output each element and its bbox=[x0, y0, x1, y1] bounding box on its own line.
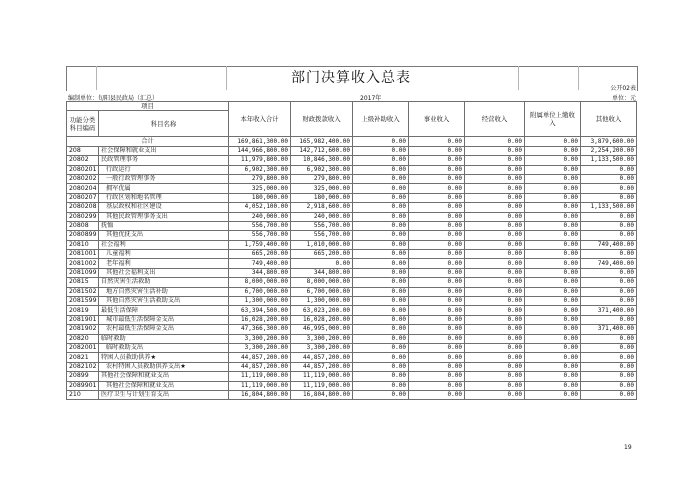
amount-cell: 0.00 bbox=[525, 231, 581, 240]
subject-name-cell: 其他社会福利支出 bbox=[99, 268, 229, 277]
amount-cell: 0.00 bbox=[291, 259, 353, 268]
amount-cell: 1,133,500.00 bbox=[581, 203, 637, 212]
amount-cell: 0.00 bbox=[525, 146, 581, 155]
amount-cell: 1,133,500.00 bbox=[581, 156, 637, 165]
revenue-table bbox=[66, 101, 637, 400]
table-row bbox=[67, 353, 637, 362]
amount-cell: 6,700,000.00 bbox=[229, 287, 291, 296]
total-label: 合计 bbox=[67, 137, 229, 146]
subject-code-cell: 20821 bbox=[67, 353, 99, 362]
amount-cell: 0.00 bbox=[581, 297, 637, 306]
amount-cell: 2,918,600.00 bbox=[291, 203, 353, 212]
amount-cell: 0.00 bbox=[353, 184, 409, 193]
table-row bbox=[67, 325, 637, 334]
header-business-revenue: 事业收入 bbox=[409, 102, 465, 137]
amount-cell: 0.00 bbox=[465, 306, 525, 315]
amount-cell: 0.00 bbox=[525, 353, 581, 362]
form-number: 公开02表 bbox=[610, 85, 636, 92]
table-row bbox=[67, 297, 637, 306]
page-number: 19 bbox=[624, 444, 632, 451]
amount-cell: 749,400.00 bbox=[229, 259, 291, 268]
subject-code-cell: 2080208 bbox=[67, 203, 99, 212]
amount-cell: 0.00 bbox=[409, 203, 465, 212]
amount-cell: 0.00 bbox=[353, 156, 409, 165]
amount-cell: 0.00 bbox=[581, 372, 637, 381]
amount-cell: 0.00 bbox=[581, 334, 637, 343]
amount-cell: 556,700.00 bbox=[229, 221, 291, 230]
amount-cell: 3,300,200.00 bbox=[229, 343, 291, 352]
amount-cell: 0.00 bbox=[409, 268, 465, 277]
subject-code-cell: 2081902 bbox=[67, 325, 99, 334]
amount-cell: 0.00 bbox=[465, 146, 525, 155]
subject-code-cell: 20815 bbox=[67, 278, 99, 287]
amount-cell: 0.00 bbox=[465, 156, 525, 165]
amount-cell: 0.00 bbox=[409, 278, 465, 287]
subject-name-cell: 拥军优属 bbox=[99, 184, 229, 193]
amount-cell: 8,000,000.00 bbox=[291, 278, 353, 287]
amount-cell: 0.00 bbox=[525, 221, 581, 230]
amount-cell: 0.00 bbox=[465, 240, 525, 249]
amount-cell: 0.00 bbox=[353, 306, 409, 315]
amount-cell: 371,400.00 bbox=[581, 306, 637, 315]
amount-cell: 0.00 bbox=[581, 287, 637, 296]
amount-cell: 0.00 bbox=[409, 297, 465, 306]
amount-cell: 0.00 bbox=[525, 343, 581, 352]
subject-name-cell: 农村最低生活保障金支出 bbox=[99, 325, 229, 334]
subject-name-cell: 自然灾害生活救助 bbox=[99, 278, 229, 287]
amount-cell: 279,800.00 bbox=[229, 174, 291, 183]
subject-name-cell: 社会福利 bbox=[99, 240, 229, 249]
amount-cell: 0.00 bbox=[353, 278, 409, 287]
subject-name-cell: 基层政权和社区建设 bbox=[99, 203, 229, 212]
subject-code-cell: 2081099 bbox=[67, 268, 99, 277]
amount-cell: 0.00 bbox=[581, 193, 637, 202]
amount-cell: 0.00 bbox=[581, 174, 637, 183]
amount-cell: 0.00 bbox=[581, 231, 637, 240]
amount-cell: 0.00 bbox=[353, 231, 409, 240]
amount-cell: 325,000.00 bbox=[229, 184, 291, 193]
amount-cell: 0.00 bbox=[353, 390, 409, 399]
table-row bbox=[67, 174, 637, 183]
amount-cell: 0.00 bbox=[525, 240, 581, 249]
amount-cell: 371,400.00 bbox=[581, 325, 637, 334]
amount-cell: 0.00 bbox=[409, 325, 465, 334]
amount-cell: 0.00 bbox=[581, 250, 637, 259]
amount-cell: 0.00 bbox=[353, 315, 409, 324]
amount-cell: 749,400.00 bbox=[581, 259, 637, 268]
amount-cell: 0.00 bbox=[581, 278, 637, 287]
subject-code-cell: 2081502 bbox=[67, 287, 99, 296]
subject-code-cell: 20899 bbox=[67, 372, 99, 381]
amount-cell: 0.00 bbox=[465, 325, 525, 334]
amount-cell: 0.00 bbox=[525, 362, 581, 371]
amount-cell: 0.00 bbox=[409, 259, 465, 268]
table-row bbox=[67, 390, 637, 399]
table-row bbox=[67, 315, 637, 324]
amount-cell: 0.00 bbox=[525, 334, 581, 343]
table-row bbox=[67, 184, 637, 193]
table-row bbox=[67, 381, 637, 390]
amount-cell: 0.00 bbox=[465, 278, 525, 287]
table-row bbox=[67, 146, 637, 155]
amount-cell: 0.00 bbox=[409, 334, 465, 343]
amount-cell: 0.00 bbox=[525, 203, 581, 212]
currency-unit: 单位：元 bbox=[611, 95, 636, 102]
amount-cell: 44,857,200.00 bbox=[229, 362, 291, 371]
subject-code-cell: 2080299 bbox=[67, 212, 99, 221]
amount-cell: 47,366,300.00 bbox=[229, 325, 291, 334]
subject-name-cell: 其他自然灾害生活救助支出 bbox=[99, 297, 229, 306]
subject-name-cell: 最低生活保障 bbox=[99, 306, 229, 315]
header-operating-revenue: 经营收入 bbox=[465, 102, 525, 137]
subject-code-cell: 208 bbox=[67, 146, 99, 155]
amount-cell: 3,300,200.00 bbox=[229, 334, 291, 343]
header-superior-subsidy: 上级补助收入 bbox=[353, 102, 409, 137]
amount-cell: 556,700.00 bbox=[291, 221, 353, 230]
amount-cell: 0.00 bbox=[465, 353, 525, 362]
subject-name-cell: 农村特困人员救助供养支出★ bbox=[99, 362, 229, 371]
total-row bbox=[67, 137, 637, 146]
total-cell: 165,982,400.00 bbox=[291, 137, 353, 146]
table-row bbox=[67, 156, 637, 165]
header-fiscal-allocation: 财政拨款收入 bbox=[291, 102, 353, 137]
amount-cell: 0.00 bbox=[353, 174, 409, 183]
amount-cell: 344,800.00 bbox=[291, 268, 353, 277]
table-row bbox=[67, 231, 637, 240]
amount-cell: 0.00 bbox=[525, 287, 581, 296]
amount-cell: 0.00 bbox=[465, 390, 525, 399]
amount-cell: 0.00 bbox=[353, 212, 409, 221]
amount-cell: 0.00 bbox=[465, 174, 525, 183]
amount-cell: 63,023,200.00 bbox=[291, 306, 353, 315]
table-row bbox=[67, 306, 637, 315]
amount-cell: 0.00 bbox=[409, 231, 465, 240]
table-row bbox=[67, 268, 637, 277]
table-row bbox=[67, 250, 637, 259]
table-row bbox=[67, 362, 637, 371]
amount-cell: 0.00 bbox=[465, 184, 525, 193]
amount-cell: 180,000.00 bbox=[291, 193, 353, 202]
amount-cell: 240,000.00 bbox=[291, 212, 353, 221]
amount-cell: 0.00 bbox=[525, 259, 581, 268]
amount-cell: 16,804,800.00 bbox=[291, 390, 353, 399]
header-function-code: 功能分类科目编码 bbox=[67, 111, 99, 137]
amount-cell: 0.00 bbox=[581, 268, 637, 277]
amount-cell: 0.00 bbox=[353, 203, 409, 212]
subject-code-cell: 2082102 bbox=[67, 362, 99, 371]
amount-cell: 0.00 bbox=[525, 156, 581, 165]
amount-cell: 0.00 bbox=[409, 250, 465, 259]
amount-cell: 0.00 bbox=[409, 287, 465, 296]
table-row bbox=[67, 193, 637, 202]
amount-cell: 0.00 bbox=[409, 390, 465, 399]
amount-cell: 0.00 bbox=[353, 343, 409, 352]
table-row bbox=[67, 343, 637, 352]
amount-cell: 0.00 bbox=[465, 221, 525, 230]
amount-cell: 11,979,800.00 bbox=[229, 156, 291, 165]
amount-cell: 0.00 bbox=[409, 306, 465, 315]
amount-cell: 0.00 bbox=[409, 156, 465, 165]
amount-cell: 0.00 bbox=[465, 231, 525, 240]
amount-cell: 0.00 bbox=[353, 221, 409, 230]
amount-cell: 1,300,000.00 bbox=[291, 297, 353, 306]
amount-cell: 0.00 bbox=[465, 372, 525, 381]
subject-name-cell: 老年福利 bbox=[99, 259, 229, 268]
total-cell: 0.00 bbox=[353, 137, 409, 146]
table-row bbox=[67, 334, 637, 343]
subject-name-cell: 医疗卫生与计划生育支出 bbox=[99, 390, 229, 399]
amount-cell: 0.00 bbox=[409, 372, 465, 381]
amount-cell: 0.00 bbox=[353, 381, 409, 390]
subject-name-cell: 临时救助 bbox=[99, 334, 229, 343]
subject-code-cell: 2081599 bbox=[67, 297, 99, 306]
subject-name-cell: 其他优抚支出 bbox=[99, 231, 229, 240]
amount-cell: 0.00 bbox=[465, 259, 525, 268]
amount-cell: 0.00 bbox=[409, 174, 465, 183]
amount-cell: 16,028,200.00 bbox=[291, 315, 353, 324]
amount-cell: 240,000.00 bbox=[229, 212, 291, 221]
header-subject-name: 科目名称 bbox=[99, 111, 229, 137]
subject-code-cell: 20802 bbox=[67, 156, 99, 165]
amount-cell: 0.00 bbox=[409, 146, 465, 155]
subject-name-cell: 临时救助支出 bbox=[99, 343, 229, 352]
subject-name-cell: 儿童福利 bbox=[99, 250, 229, 259]
amount-cell: 10,846,300.00 bbox=[291, 156, 353, 165]
table-row bbox=[67, 278, 637, 287]
subject-name-cell: 一般行政管理事务 bbox=[99, 174, 229, 183]
amount-cell: 0.00 bbox=[525, 174, 581, 183]
amount-cell: 63,394,500.00 bbox=[229, 306, 291, 315]
table-row bbox=[67, 287, 637, 296]
amount-cell: 0.00 bbox=[465, 362, 525, 371]
amount-cell: 0.00 bbox=[353, 193, 409, 202]
report-year: 2017年 bbox=[360, 95, 382, 102]
amount-cell: 0.00 bbox=[353, 325, 409, 334]
amount-cell: 0.00 bbox=[353, 165, 409, 174]
amount-cell: 180,000.00 bbox=[229, 193, 291, 202]
amount-cell: 0.00 bbox=[581, 362, 637, 371]
header-affiliated-revenue: 附属单位上缴收入 bbox=[525, 102, 581, 137]
subject-code-cell: 20808 bbox=[67, 221, 99, 230]
subject-code-cell: 2081901 bbox=[67, 315, 99, 324]
total-cell: 3,879,600.00 bbox=[581, 137, 637, 146]
table-row bbox=[67, 372, 637, 381]
amount-cell: 0.00 bbox=[525, 297, 581, 306]
amount-cell: 11,119,000.00 bbox=[291, 372, 353, 381]
subject-code-cell: 2081001 bbox=[67, 250, 99, 259]
subject-code-cell: 2080899 bbox=[67, 231, 99, 240]
amount-cell: 0.00 bbox=[409, 315, 465, 324]
amount-cell: 749,400.00 bbox=[581, 240, 637, 249]
amount-cell: 0.00 bbox=[525, 278, 581, 287]
amount-cell: 325,000.00 bbox=[291, 184, 353, 193]
subject-name-cell: 社会保障和就业支出 bbox=[99, 146, 229, 155]
amount-cell: 0.00 bbox=[465, 315, 525, 324]
amount-cell: 16,804,800.00 bbox=[229, 390, 291, 399]
amount-cell: 1,759,400.00 bbox=[229, 240, 291, 249]
amount-cell: 0.00 bbox=[581, 353, 637, 362]
table-row bbox=[67, 221, 637, 230]
amount-cell: 0.00 bbox=[525, 212, 581, 221]
subject-name-cell: 地方自然灾害生活补助 bbox=[99, 287, 229, 296]
amount-cell: 0.00 bbox=[525, 268, 581, 277]
amount-cell: 1,300,000.00 bbox=[229, 297, 291, 306]
amount-cell: 0.00 bbox=[409, 165, 465, 174]
amount-cell: 0.00 bbox=[465, 297, 525, 306]
subject-code-cell: 2080207 bbox=[67, 193, 99, 202]
amount-cell: 11,119,000.00 bbox=[291, 381, 353, 390]
amount-cell: 3,300,200.00 bbox=[291, 334, 353, 343]
table-row bbox=[67, 212, 637, 221]
amount-cell: 6,700,000.00 bbox=[291, 287, 353, 296]
amount-cell: 0.00 bbox=[353, 259, 409, 268]
subject-name-cell: 抚恤 bbox=[99, 221, 229, 230]
amount-cell: 0.00 bbox=[465, 212, 525, 221]
amount-cell: 11,119,000.00 bbox=[229, 381, 291, 390]
amount-cell: 0.00 bbox=[465, 287, 525, 296]
subject-code-cell: 2082001 bbox=[67, 343, 99, 352]
amount-cell: 0.00 bbox=[525, 381, 581, 390]
amount-cell: 0.00 bbox=[525, 306, 581, 315]
amount-cell: 0.00 bbox=[353, 334, 409, 343]
amount-cell: 4,052,100.00 bbox=[229, 203, 291, 212]
amount-cell: 0.00 bbox=[409, 184, 465, 193]
amount-cell: 0.00 bbox=[525, 250, 581, 259]
subject-code-cell: 20810 bbox=[67, 240, 99, 249]
amount-cell: 279,800.00 bbox=[291, 174, 353, 183]
subject-code-cell: 2081002 bbox=[67, 259, 99, 268]
amount-cell: 0.00 bbox=[465, 334, 525, 343]
amount-cell: 0.00 bbox=[409, 343, 465, 352]
amount-cell: 0.00 bbox=[409, 353, 465, 362]
total-cell: 0.00 bbox=[409, 137, 465, 146]
amount-cell: 0.00 bbox=[353, 240, 409, 249]
amount-cell: 44,857,200.00 bbox=[291, 353, 353, 362]
amount-cell: 0.00 bbox=[525, 165, 581, 174]
amount-cell: 0.00 bbox=[409, 193, 465, 202]
subject-name-cell: 行政区划和地名管理 bbox=[99, 193, 229, 202]
amount-cell: 0.00 bbox=[353, 287, 409, 296]
table-row bbox=[67, 165, 637, 174]
amount-cell: 0.00 bbox=[525, 184, 581, 193]
amount-cell: 0.00 bbox=[581, 381, 637, 390]
amount-cell: 0.00 bbox=[353, 353, 409, 362]
amount-cell: 0.00 bbox=[581, 212, 637, 221]
subject-code-cell: 20819 bbox=[67, 306, 99, 315]
subject-code-cell: 20820 bbox=[67, 334, 99, 343]
amount-cell: 0.00 bbox=[525, 390, 581, 399]
amount-cell: 556,700.00 bbox=[229, 231, 291, 240]
amount-cell: 0.00 bbox=[353, 268, 409, 277]
subject-name-cell: 特困人员救助供养★ bbox=[99, 353, 229, 362]
amount-cell: 1,010,000.00 bbox=[291, 240, 353, 249]
subject-code-cell: 2089901 bbox=[67, 381, 99, 390]
amount-cell: 46,995,000.00 bbox=[291, 325, 353, 334]
amount-cell: 0.00 bbox=[581, 343, 637, 352]
revenue-table-body bbox=[67, 137, 637, 400]
amount-cell: 16,028,200.00 bbox=[229, 315, 291, 324]
organization-name: 旬阳县民政局（汇总） bbox=[98, 95, 159, 102]
table-row bbox=[67, 259, 637, 268]
total-cell: 169,861,300.00 bbox=[229, 137, 291, 146]
amount-cell: 344,800.00 bbox=[229, 268, 291, 277]
report-title: 部门决算收入总表 bbox=[291, 70, 411, 86]
amount-cell: 0.00 bbox=[581, 221, 637, 230]
header-item: 项目 bbox=[67, 102, 229, 111]
subject-code-cell: 2080201 bbox=[67, 165, 99, 174]
subject-name-cell: 其他社会保障和就业支出 bbox=[99, 381, 229, 390]
amount-cell: 0.00 bbox=[465, 381, 525, 390]
amount-cell: 0.00 bbox=[581, 184, 637, 193]
amount-cell: 3,300,200.00 bbox=[291, 343, 353, 352]
subject-name-cell: 民政管理事务 bbox=[99, 156, 229, 165]
amount-cell: 0.00 bbox=[465, 193, 525, 202]
amount-cell: 0.00 bbox=[409, 362, 465, 371]
amount-cell: 0.00 bbox=[581, 390, 637, 399]
amount-cell: 0.00 bbox=[465, 343, 525, 352]
amount-cell: 0.00 bbox=[353, 146, 409, 155]
amount-cell: 0.00 bbox=[353, 372, 409, 381]
organization-label: 编制单位： bbox=[68, 95, 99, 102]
amount-cell: 0.00 bbox=[581, 165, 637, 174]
amount-cell: 0.00 bbox=[353, 362, 409, 371]
amount-cell: 44,857,200.00 bbox=[291, 362, 353, 371]
amount-cell: 0.00 bbox=[409, 240, 465, 249]
subject-name-cell: 行政运行 bbox=[99, 165, 229, 174]
amount-cell: 665,200.00 bbox=[229, 250, 291, 259]
amount-cell: 0.00 bbox=[353, 250, 409, 259]
table-row bbox=[67, 203, 637, 212]
subject-name-cell: 其他社会保障和就业支出 bbox=[99, 372, 229, 381]
header-total-revenue: 本年收入合计 bbox=[229, 102, 291, 137]
total-cell: 0.00 bbox=[465, 137, 525, 146]
amount-cell: 0.00 bbox=[525, 193, 581, 202]
total-cell: 0.00 bbox=[525, 137, 581, 146]
amount-cell: 8,000,000.00 bbox=[229, 278, 291, 287]
amount-cell: 0.00 bbox=[525, 325, 581, 334]
amount-cell: 2,254,200.00 bbox=[581, 146, 637, 155]
amount-cell: 0.00 bbox=[465, 250, 525, 259]
amount-cell: 0.00 bbox=[465, 203, 525, 212]
amount-cell: 0.00 bbox=[581, 315, 637, 324]
amount-cell: 11,119,000.00 bbox=[229, 372, 291, 381]
subject-code-cell: 2080202 bbox=[67, 174, 99, 183]
amount-cell: 556,700.00 bbox=[291, 231, 353, 240]
amount-cell: 0.00 bbox=[409, 381, 465, 390]
amount-cell: 0.00 bbox=[525, 372, 581, 381]
amount-cell: 665,200.00 bbox=[291, 250, 353, 259]
amount-cell: 0.00 bbox=[409, 212, 465, 221]
subject-code-cell: 210 bbox=[67, 390, 99, 399]
table-row bbox=[67, 240, 637, 249]
subject-name-cell: 城市最低生活保障金支出 bbox=[99, 315, 229, 324]
amount-cell: 0.00 bbox=[409, 221, 465, 230]
amount-cell: 44,857,200.00 bbox=[229, 353, 291, 362]
amount-cell: 0.00 bbox=[465, 268, 525, 277]
amount-cell: 0.00 bbox=[465, 165, 525, 174]
amount-cell: 144,966,800.00 bbox=[229, 146, 291, 155]
amount-cell: 0.00 bbox=[353, 297, 409, 306]
amount-cell: 0.00 bbox=[525, 315, 581, 324]
header-other-revenue: 其他收入 bbox=[581, 102, 637, 137]
subject-code-cell: 2080204 bbox=[67, 184, 99, 193]
subject-name-cell: 其他民政管理事务支出 bbox=[99, 212, 229, 221]
amount-cell: 6,902,300.00 bbox=[291, 165, 353, 174]
amount-cell: 142,712,600.00 bbox=[291, 146, 353, 155]
amount-cell: 6,902,300.00 bbox=[229, 165, 291, 174]
